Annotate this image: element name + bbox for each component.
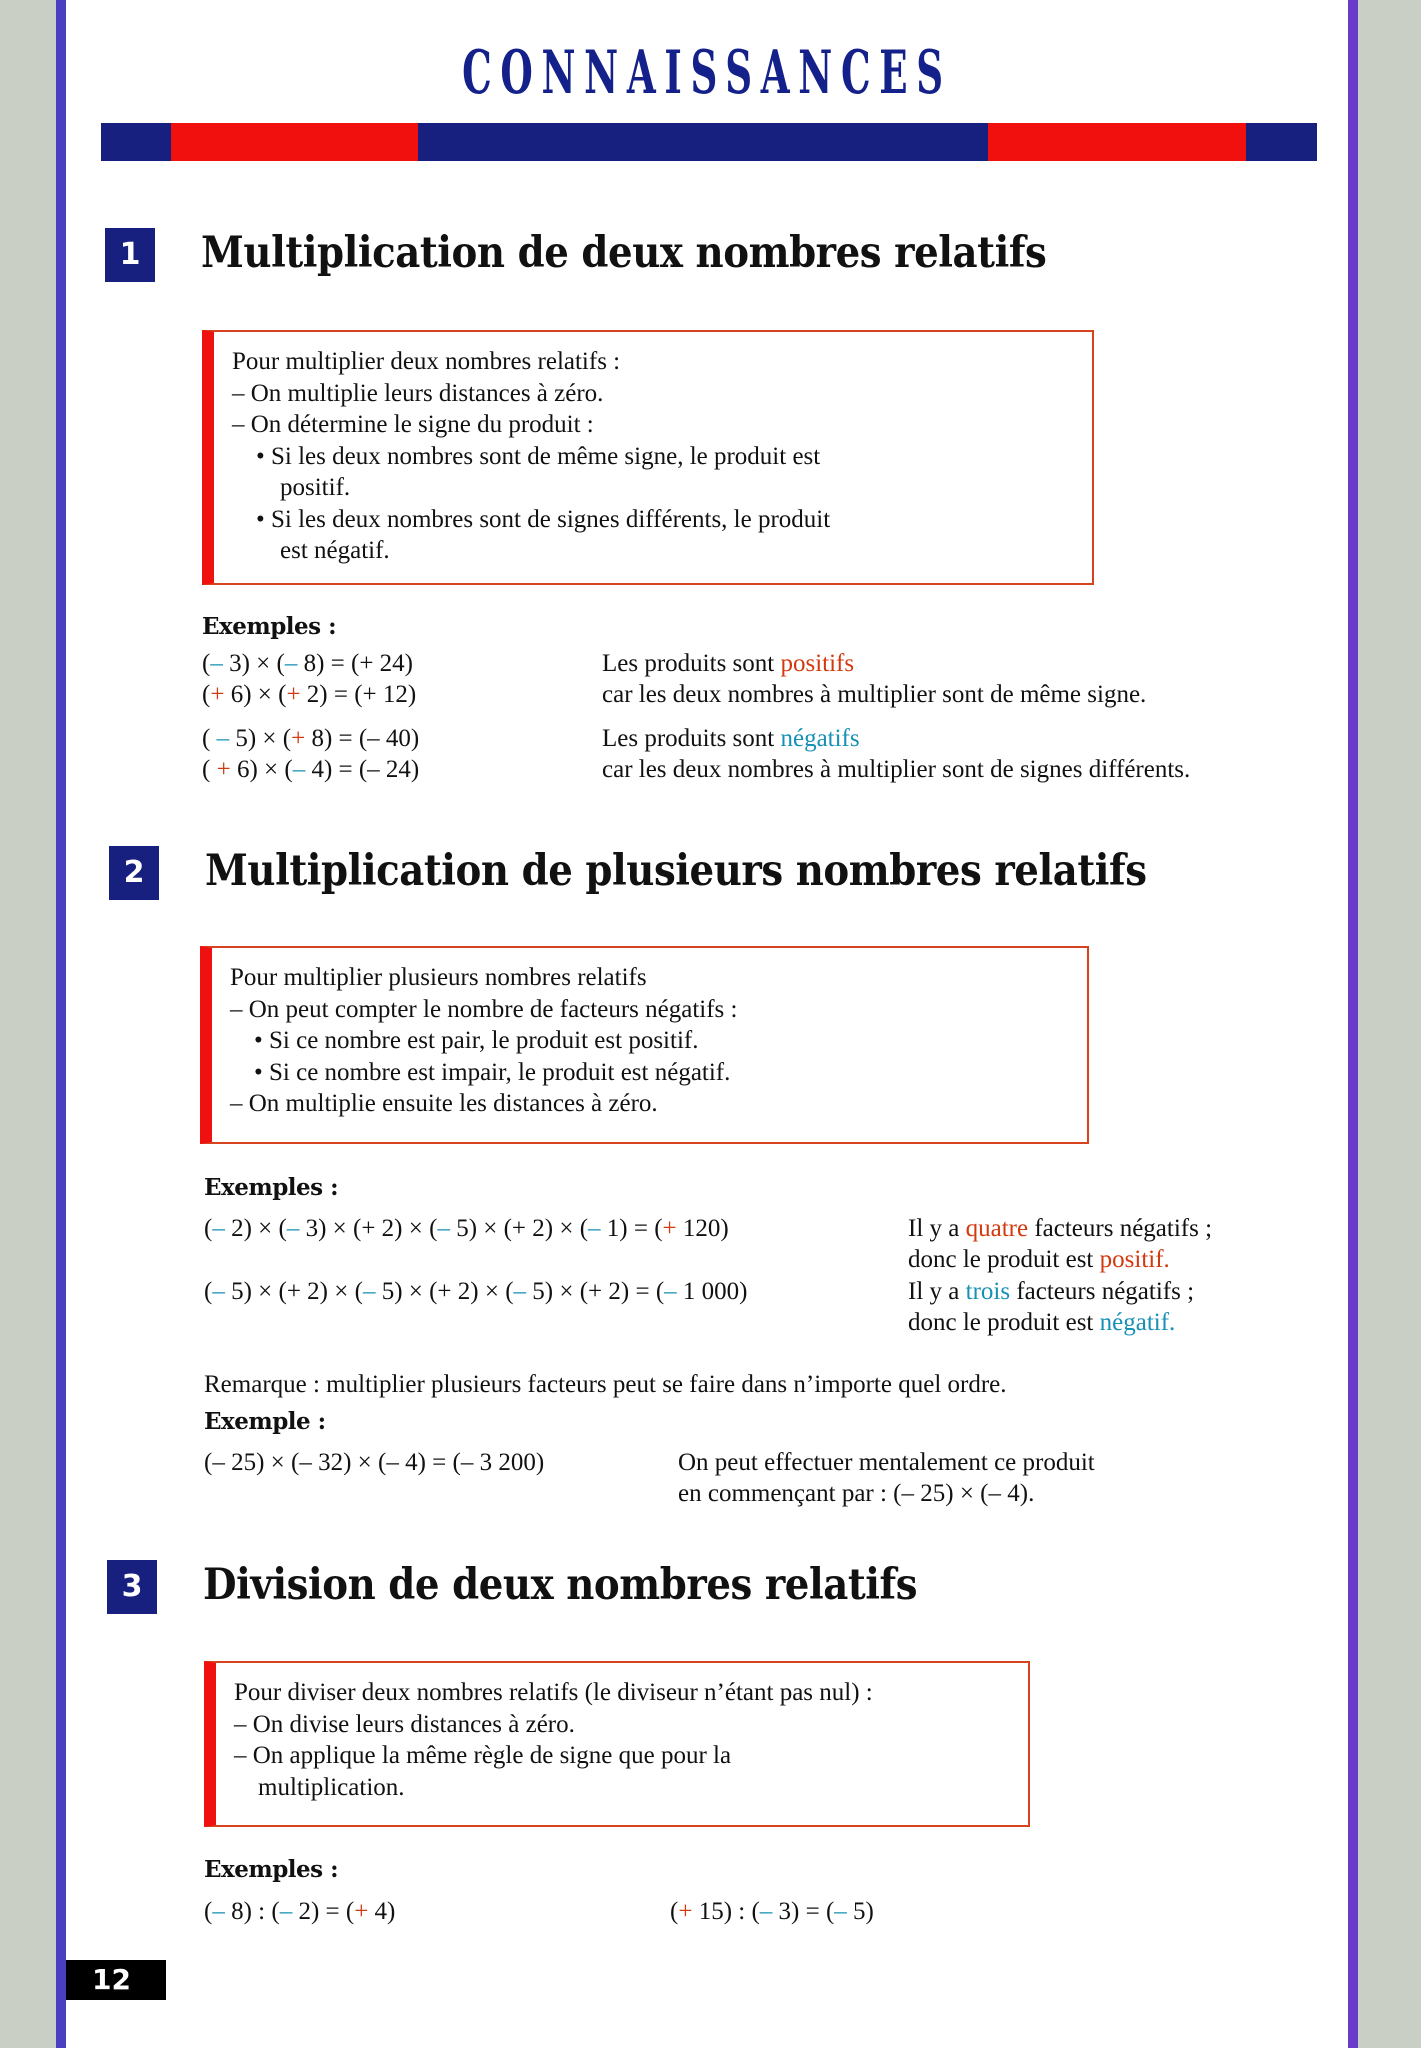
header-band-red-right <box>988 123 1246 161</box>
section-1-rule-box <box>202 330 1094 585</box>
section-2-examples-label: Exemples : <box>204 1174 339 1201</box>
example-explanation: en commençant par : (– 25) × (– 4). <box>678 1480 1035 1507</box>
rule-line: Pour diviser deux nombres relatifs (le diviseur n’étant pas nul) : <box>234 1679 873 1706</box>
header-band-navy-left <box>101 123 171 161</box>
rule-line: • Si les deux nombres sont de même signe, le produit est <box>256 442 821 470</box>
page-header-title: CONNAISSANCES <box>462 38 952 108</box>
rule-line: – On applique la même règle de signe que pour la <box>234 1742 732 1769</box>
rule-line: • Si ce nombre est pair, le produit est positif. <box>254 1027 699 1054</box>
example-expression: (+ 6) × (+ 2) = (+ 12) <box>202 681 417 708</box>
example-expression: (– 3) × (– 8) = (+ 24) <box>202 650 414 677</box>
example-explanation: donc le produit est négatif. <box>908 1309 1176 1336</box>
section-3-rule-box <box>204 1661 1030 1827</box>
section-2-example-label: Exemple : <box>204 1408 326 1435</box>
section-1-examples-label: Exemples : <box>202 613 337 640</box>
example-explanation: On peut effectuer mentalement ce produit <box>678 1449 1095 1476</box>
section-2-title: Multiplication de plusieurs nombres relatifs <box>205 846 1147 896</box>
example-explanation: car les deux nombres à multiplier sont de même signe. <box>602 681 1147 708</box>
example-explanation: Les produits sont positifs <box>602 650 855 677</box>
rule-line: Pour multiplier plusieurs nombres relatifs <box>230 964 647 991</box>
example-expression: (– 8) : (– 2) = (+ 4) <box>204 1898 396 1925</box>
example-expression: ( + 6) × (– 4) = (– 24) <box>202 756 420 783</box>
textbook-page <box>56 0 1358 2048</box>
rule-line: • Si les deux nombres sont de signes différents, le produit <box>256 505 831 533</box>
example-explanation: Il y a trois facteurs négatifs ; <box>908 1278 1195 1305</box>
example-explanation: Il y a quatre facteurs négatifs ; <box>908 1215 1213 1242</box>
rule-line: • Si ce nombre est impair, le produit est négatif. <box>254 1058 731 1086</box>
rule-line: – On peut compter le nombre de facteurs négatifs : <box>230 995 738 1023</box>
section-1-title: Multiplication de deux nombres relatifs <box>201 228 1047 278</box>
rule-line: multiplication. <box>258 1773 405 1801</box>
rule-line: positif. <box>280 474 351 501</box>
example-expression: (– 5) × (+ 2) × (– 5) × (+ 2) × (– 5) × (+ 2) = (– 1 000) <box>204 1278 748 1305</box>
rule-line: – On détermine le signe du produit : <box>232 411 594 438</box>
rule-line: – On multiplie leurs distances à zéro. <box>232 379 604 407</box>
page-number: 12 <box>66 1960 166 2000</box>
example-explanation: car les deux nombres à multiplier sont de signes différents. <box>602 756 1191 783</box>
example-expression: (– 25) × (– 32) × (– 4) = (– 3 200) <box>204 1449 545 1476</box>
example-explanation: donc le produit est positif. <box>908 1246 1170 1273</box>
example-expression: (+ 15) : (– 3) = (– 5) <box>670 1898 874 1925</box>
rule-line: est négatif. <box>280 537 390 564</box>
header-band-navy-right <box>1246 123 1317 161</box>
section-1-number-badge: 1 <box>105 228 155 282</box>
section-3-title: Division de deux nombres relatifs <box>203 1560 918 1610</box>
section-2-rule-box <box>200 946 1089 1144</box>
header-band-navy-center <box>418 123 988 161</box>
example-expression: ( – 5) × (+ 8) = (– 40) <box>202 725 420 752</box>
section-3-examples-label: Exemples : <box>204 1856 339 1883</box>
section-2-remark: Remarque : multiplier plusieurs facteurs peut se faire dans n’importe quel ordre. <box>204 1371 1007 1398</box>
rule-line: Pour multiplier deux nombres relatifs : <box>232 348 621 375</box>
example-explanation: Les produits sont négatifs <box>602 725 860 752</box>
rule-line: – On multiplie ensuite les distances à zéro. <box>230 1090 658 1117</box>
example-expression: (– 2) × (– 3) × (+ 2) × (– 5) × (+ 2) × (– 1) = (+ 120) <box>204 1215 729 1242</box>
header-band-red-left <box>171 123 418 161</box>
section-2-number-badge: 2 <box>109 846 159 900</box>
section-3-number-badge: 3 <box>107 1560 157 1614</box>
rule-line: – On divise leurs distances à zéro. <box>234 1710 575 1738</box>
